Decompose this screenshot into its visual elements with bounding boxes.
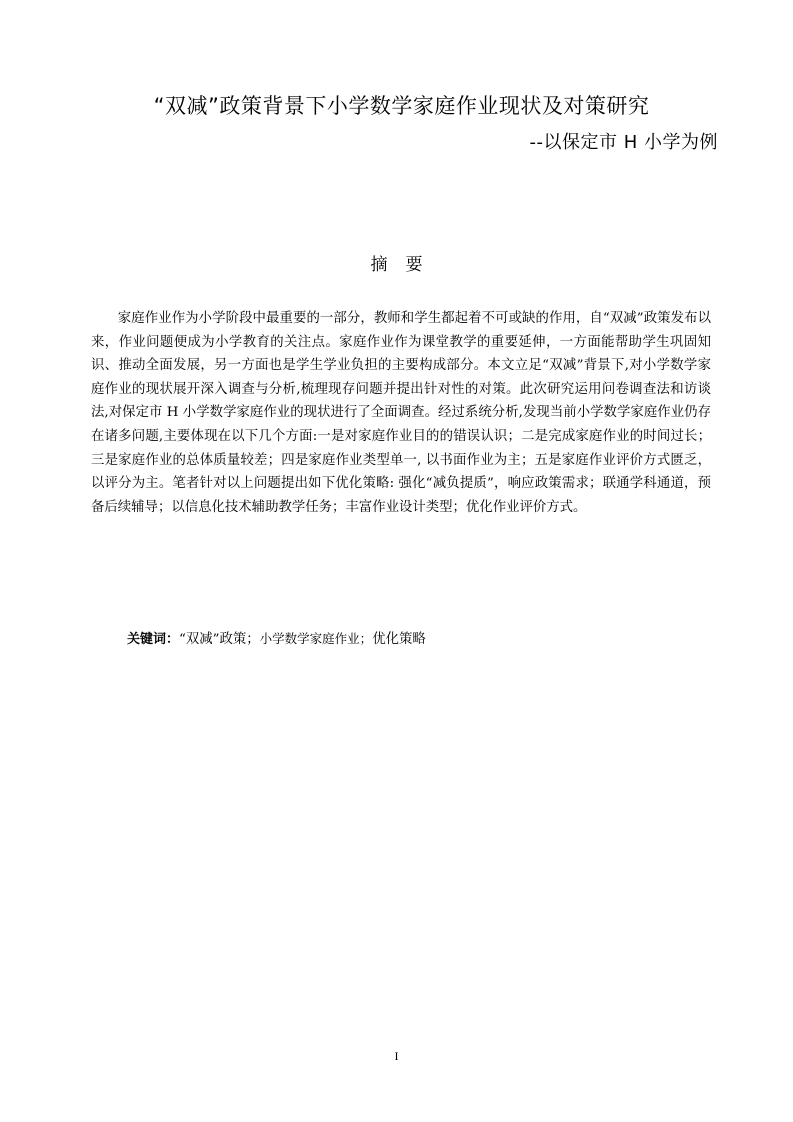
abstract-heading: 摘要 (370, 255, 441, 275)
keyword-item: 优化策略 (372, 632, 426, 647)
keyword-item: 小学数学家庭作业； (259, 631, 373, 646)
abstract-body: 家庭作业作为小学阶段中最重要的一部分，教师和学生都起着不可或缺的作用，自“双减”政策发布以来，作业问题便成为小学教育的关注点。家庭作业作为课堂教学的重要延伸，一方面能帮助学生巩固知识、推动全面发展，另一方面也是学生学业负担的主要构成部分。本文立足“双减”背景下,对小学数学家庭作业的现状展开深入调查与分析,梳理现存问题并提出针对性的对策。此次研究运用问卷调查法和访谈法,对保定市 H 小学数学家庭作业的现状进行了全面调查。经过系统分析,发现当前小学数学家庭作业仍存在诸多问题,主要体现在以下几个方面:一是对家庭作业目的的错误认识；二是完成家庭作业的时间过长；三是家庭作业的总体质量较差；四是家庭作业类型单一, 以书面作业为主；五是家庭作业评价方式匮乏，以评分为主。笔者针对以上问题提出如下优化策略: 强化“减负提质”，响应政策需求；联通学科通道，预备后续辅导；以信息化技术辅助教学任务；丰富作业设计类型；优化作业评价方式。 (91, 311, 711, 515)
page-number: I (394, 1049, 399, 1063)
keywords-label: 关键词： (127, 632, 180, 647)
keyword-item: “双减”政策； (179, 632, 260, 647)
keywords-line (127, 628, 426, 651)
document-title: “双减”政策背景下小学数学家庭作业现状及对策研究 (153, 94, 650, 118)
document-subtitle: --以保定市 H 小学为例 (529, 132, 718, 153)
